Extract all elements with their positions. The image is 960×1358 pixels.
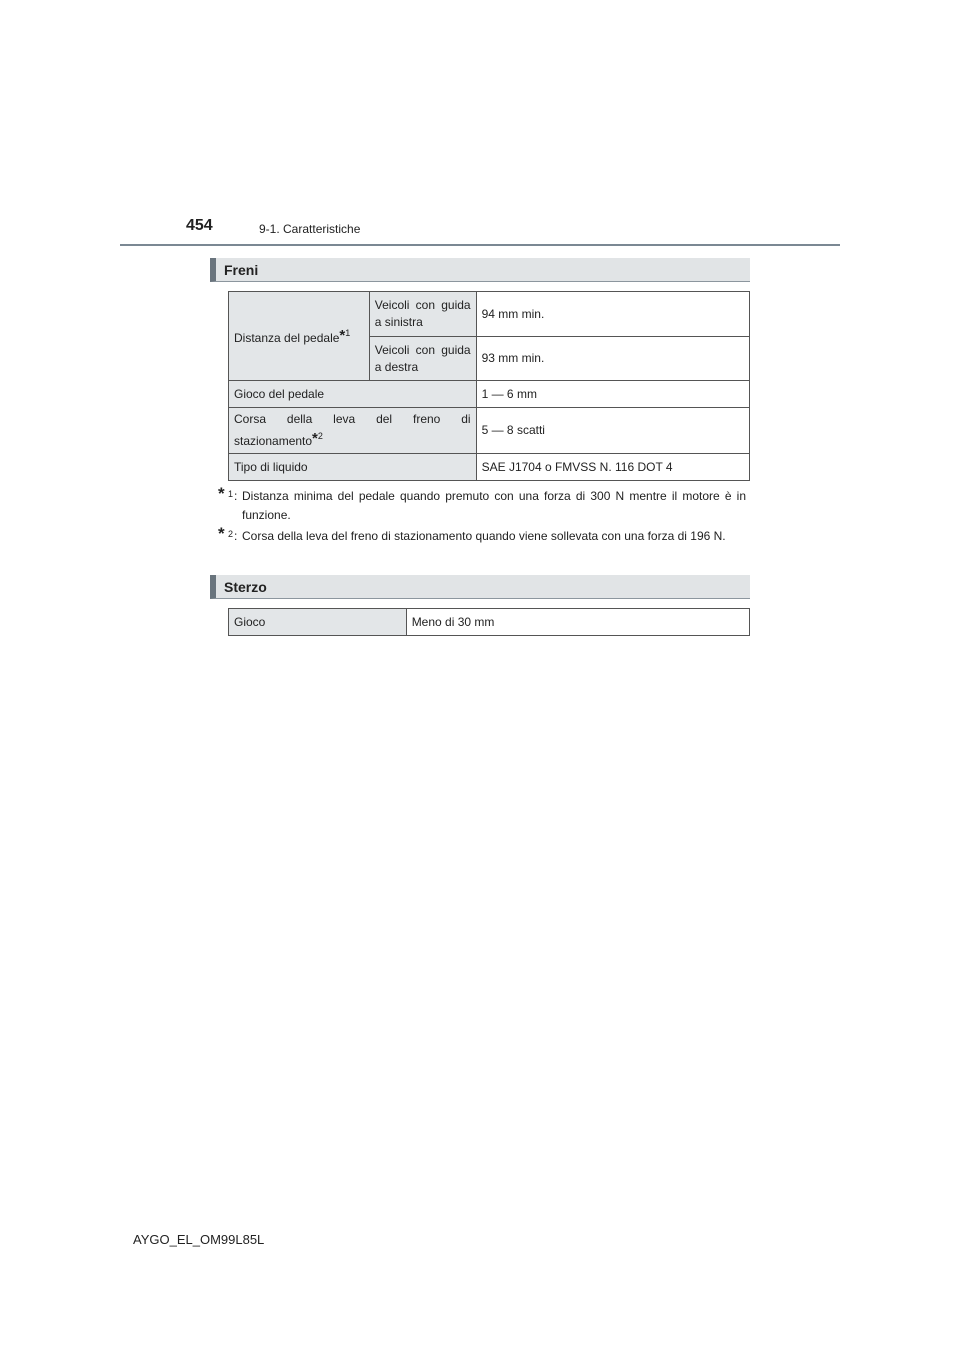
table-row (229, 454, 750, 481)
cell-right-hand-drive-value: 93 mm min. (476, 337, 749, 381)
section-heading-freni (210, 258, 750, 282)
cell-right-hand-drive-label: Veicoli con guida a destra (369, 337, 476, 381)
table-row (229, 609, 750, 636)
footnote-ref: 1 (345, 328, 351, 338)
table-row (229, 408, 750, 454)
table-row (229, 292, 750, 337)
running-head: 9-1. Caratteristiche (259, 222, 361, 236)
footnote-text: Corsa della leva del freno di stazionamento quando viene sollevata con una forza di 196 N. (242, 529, 726, 543)
table-row (229, 381, 750, 408)
footnote-number: 2 (228, 529, 234, 539)
footnote-star: * (218, 484, 225, 503)
cell-parking-lever-value: 5 — 8 scatti (476, 408, 749, 454)
footnote-text: Distanza minima del pedale quando premuto con una forza di 300 N mentre il motore è in funzione. (242, 489, 746, 522)
cell-steering-play-label: Gioco (229, 609, 407, 636)
cell-text: Corsa della leva del freno di stazionamento (234, 412, 471, 448)
cell-pedal-play-value: 1 — 6 mm (476, 381, 749, 408)
footnote (218, 484, 746, 525)
section-title: Freni (224, 261, 259, 278)
brakes-spec-table (228, 291, 750, 481)
cell-pedal-distance-label (229, 292, 370, 381)
cell-fluid-type-value: SAE J1704 o FMVSS N. 116 DOT 4 (476, 454, 749, 481)
footnote-ref: 2 (317, 431, 323, 441)
footnote-separator: : (234, 489, 238, 503)
footnote-star: * (339, 327, 346, 344)
footnote (218, 524, 746, 546)
header-rule (120, 244, 840, 246)
cell-fluid-type-label: Tipo di liquido (229, 454, 477, 481)
footnote-number: 1 (228, 489, 234, 499)
footnote-separator: : (234, 529, 238, 543)
footnote-star: * (312, 430, 318, 447)
cell-left-hand-drive-label: Veicoli con guida a sinistra (369, 292, 476, 337)
cell-steering-play-value: Meno di 30 mm (406, 609, 749, 636)
cell-pedal-play-label: Gioco del pedale (229, 381, 477, 408)
cell-left-hand-drive-value: 94 mm min. (476, 292, 749, 337)
cell-text: Distanza del pedale (234, 331, 340, 345)
section-heading-sterzo (210, 575, 750, 599)
document-code: AYGO_EL_OM99L85L (133, 1232, 265, 1247)
steering-spec-table (228, 608, 750, 636)
footnote-star: * (218, 524, 225, 543)
page-number: 454 (186, 217, 213, 234)
cell-parking-lever-label (229, 408, 477, 454)
section-title: Sterzo (224, 578, 267, 595)
